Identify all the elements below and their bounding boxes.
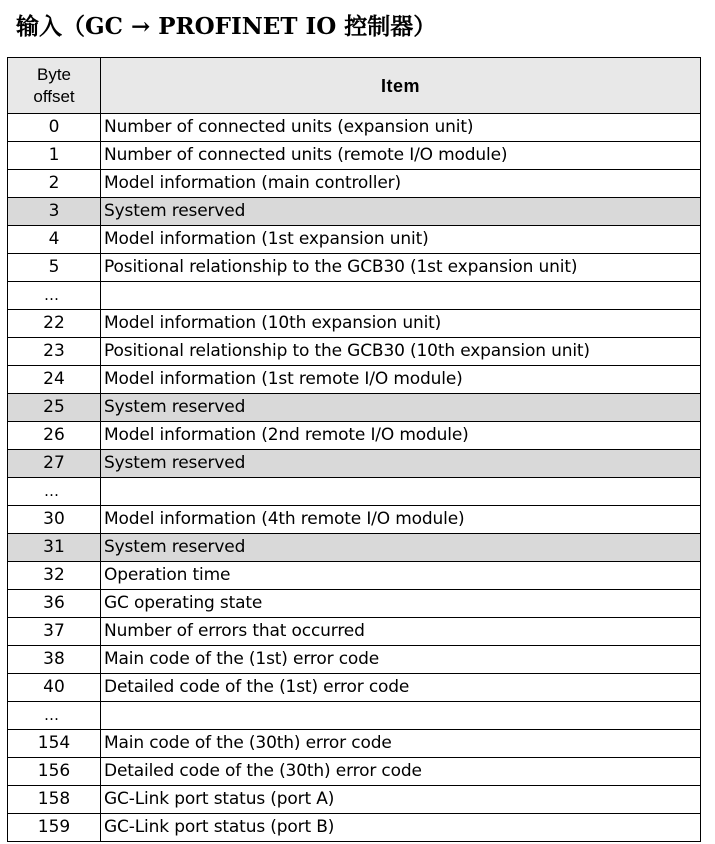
item-cell: System reserved	[101, 394, 701, 422]
table-row	[8, 786, 701, 814]
byte-offset-cell: 37	[8, 618, 101, 646]
byte-offset-cell: 0	[8, 114, 101, 142]
item-cell: Main code of the (30th) error code	[101, 730, 701, 758]
byte-offset-cell: 40	[8, 674, 101, 702]
item-cell: GC-Link port status (port B)	[101, 814, 701, 842]
item-cell: Number of errors that occurred	[101, 618, 701, 646]
table-row	[8, 646, 701, 674]
byte-offset-cell: 25	[8, 394, 101, 422]
item-cell: Detailed code of the (30th) error code	[101, 758, 701, 786]
byte-offset-cell: 22	[8, 310, 101, 338]
item-cell: Model information (2nd remote I/O module)	[101, 422, 701, 450]
table-row	[8, 758, 701, 786]
byte-offset-cell: 154	[8, 730, 101, 758]
table-row-reserved	[8, 394, 701, 422]
table-row	[8, 814, 701, 842]
item-cell: Model information (10th expansion unit)	[101, 310, 701, 338]
table-row	[8, 422, 701, 450]
byte-offset-cell: 32	[8, 562, 101, 590]
byte-offset-cell: 38	[8, 646, 101, 674]
table-row	[8, 226, 701, 254]
item-cell: GC operating state	[101, 590, 701, 618]
byte-offset-cell: 156	[8, 758, 101, 786]
table-row	[8, 114, 701, 142]
table-row-reserved	[8, 450, 701, 478]
byte-offset-cell: 36	[8, 590, 101, 618]
table-row-gap	[8, 702, 701, 730]
table-row	[8, 170, 701, 198]
byte-offset-cell: 23	[8, 338, 101, 366]
item-cell: Model information (4th remote I/O module)	[101, 506, 701, 534]
io-data-table	[7, 57, 701, 842]
header-byte-offset-line1: Byte	[36, 64, 72, 84]
table-row	[8, 618, 701, 646]
item-cell: Detailed code of the (1st) error code	[101, 674, 701, 702]
table-row	[8, 366, 701, 394]
item-cell: Number of connected units (expansion unit)	[101, 114, 701, 142]
item-cell: Operation time	[101, 562, 701, 590]
header-byte-offset	[8, 58, 101, 114]
byte-offset-cell: …	[8, 282, 101, 310]
table-row-reserved	[8, 198, 701, 226]
byte-offset-cell: …	[8, 702, 101, 730]
item-cell: System reserved	[101, 534, 701, 562]
item-cell: Number of connected units (remote I/O module)	[101, 142, 701, 170]
byte-offset-cell: 2	[8, 170, 101, 198]
table-row	[8, 310, 701, 338]
page-title: 输入（GC → PROFINET IO 控制器）	[16, 13, 437, 40]
table-header-row	[8, 58, 701, 114]
byte-offset-cell: 26	[8, 422, 101, 450]
table-row	[8, 254, 701, 282]
item-cell: Positional relationship to the GCB30 (10th expansion unit)	[101, 338, 701, 366]
byte-offset-cell: 159	[8, 814, 101, 842]
byte-offset-cell: 1	[8, 142, 101, 170]
table-row-gap	[8, 282, 701, 310]
item-cell: Model information (main controller)	[101, 170, 701, 198]
header-item: Item	[101, 58, 701, 114]
byte-offset-cell: …	[8, 478, 101, 506]
table-row	[8, 338, 701, 366]
table-row	[8, 562, 701, 590]
byte-offset-cell: 4	[8, 226, 101, 254]
table-row	[8, 506, 701, 534]
header-byte-offset-line2: offset	[33, 86, 75, 106]
byte-offset-cell: 3	[8, 198, 101, 226]
item-cell: Model information (1st remote I/O module)	[101, 366, 701, 394]
item-cell: System reserved	[101, 198, 701, 226]
table-row-reserved	[8, 534, 701, 562]
item-cell	[101, 702, 701, 730]
byte-offset-cell: 27	[8, 450, 101, 478]
byte-offset-cell: 24	[8, 366, 101, 394]
item-cell: GC-Link port status (port A)	[101, 786, 701, 814]
byte-offset-cell: 31	[8, 534, 101, 562]
byte-offset-cell: 30	[8, 506, 101, 534]
item-cell	[101, 478, 701, 506]
item-cell: Positional relationship to the GCB30 (1st expansion unit)	[101, 254, 701, 282]
table-row	[8, 142, 701, 170]
table-row	[8, 590, 701, 618]
item-cell: Main code of the (1st) error code	[101, 646, 701, 674]
item-cell: System reserved	[101, 450, 701, 478]
byte-offset-cell: 158	[8, 786, 101, 814]
item-cell: Model information (1st expansion unit)	[101, 226, 701, 254]
table-row	[8, 730, 701, 758]
table-row-gap	[8, 478, 701, 506]
byte-offset-cell: 5	[8, 254, 101, 282]
item-cell	[101, 282, 701, 310]
table-row	[8, 674, 701, 702]
